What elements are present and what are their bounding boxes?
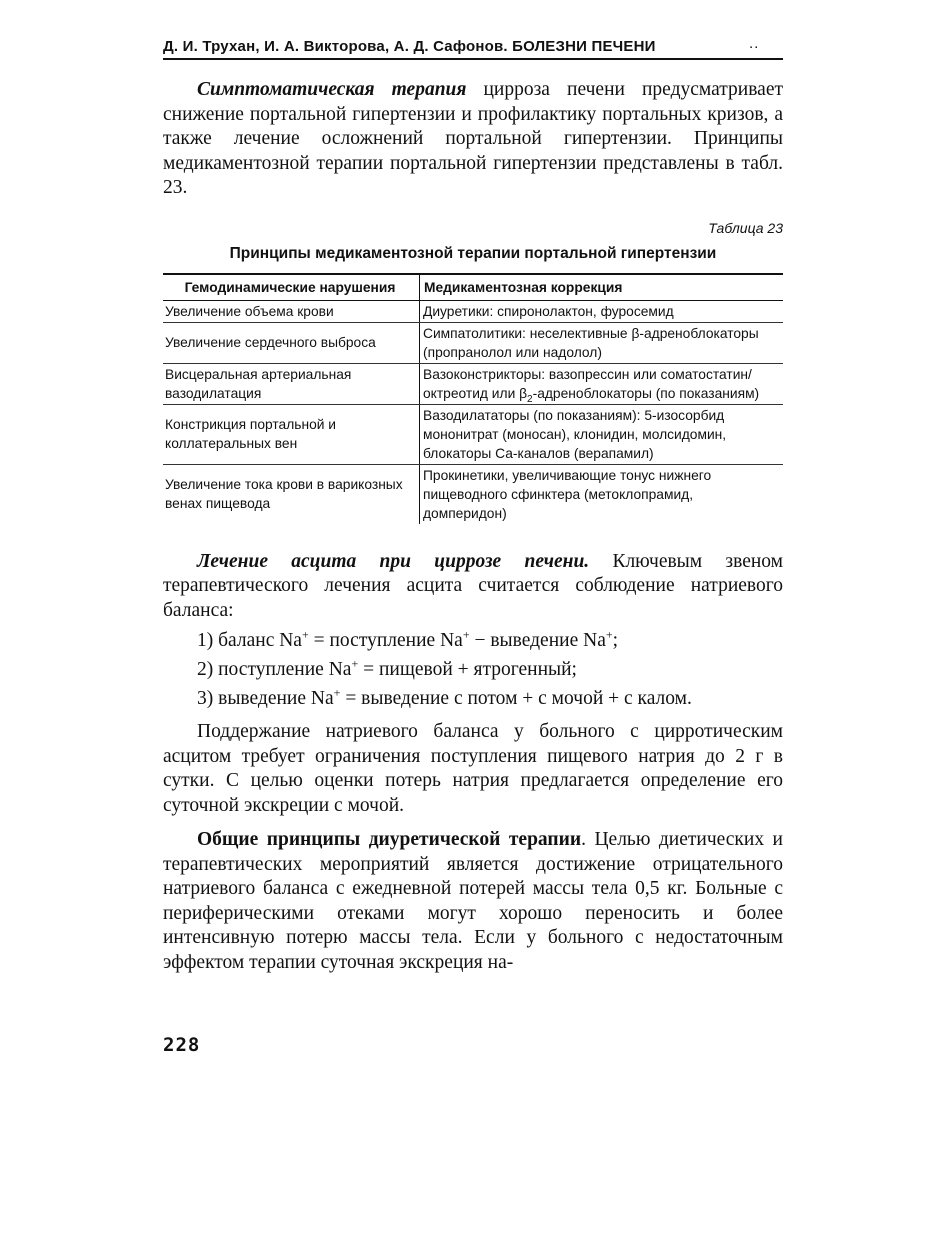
table-row — [163, 322, 783, 363]
section-heading-ascites: Лечение асцита при циррозе печени. — [197, 550, 590, 572]
sodium-balance-equation-1: 1) баланс Na+ = поступление Na+ − выведение Na+; — [197, 627, 619, 651]
paragraph-text: . Целью диетических и терапевтических мероприятий является достижение отрицательного натриевого баланса с ежедневной потерей массы тела 0,5 кг. Больные с периферическими отеками могут хорошо переносить и более интенсивную потерю массы тела. Если у больного с недостаточным эффектом терапии суточная экскреция на- — [163, 829, 783, 973]
cell-disorder: Констрикция портальной и коллатеральных вен — [163, 404, 420, 464]
cell-disorder: Увеличение сердечного выброса — [163, 322, 420, 363]
header-marker: ·· — [748, 38, 759, 55]
table-number: Таблица 23 — [708, 219, 783, 236]
table-title: Принципы медикаментозной терапии портальной гипертензии — [229, 244, 717, 262]
cell-disorder: Увеличение тока крови в варикозных венах пищевода — [165, 477, 403, 511]
cell-correction: Вазодилататоры (по показаниям): 5-изосорбид мононитрат (моносан), клонидин, молсидомин, блокаторы Са-каналов (верапамил) — [420, 404, 784, 464]
sodium-balance-equation-3: 3) выведение Na+ = выведение с потом + с мочой + с калом. — [197, 685, 692, 709]
paragraph-text: Ключевым звеном терапевтического лечения асцита считается соблюдение натриевого баланса: — [163, 550, 783, 621]
column-header-disorders: Гемодинамические нарушения — [163, 274, 420, 301]
running-header — [163, 36, 783, 60]
table-row — [163, 363, 783, 404]
portal-hypertension-table — [163, 273, 783, 524]
paragraph-diuretic-therapy — [163, 828, 783, 975]
table-header-row — [163, 274, 783, 301]
cell-correction-text: -адреноблокаторы (по показаниям) — [532, 385, 760, 401]
cell-correction: Диуретики: спиронолактон, фуросемид — [420, 300, 784, 322]
paragraph-symptomatic-therapy — [163, 78, 783, 201]
cell-disorder: Висцеральная артериальная вазодилатация — [163, 363, 420, 404]
table-row — [163, 300, 783, 322]
cell-correction: Симпатолитики: неселективные β-адреноблокаторы (пропранолол или надолол) — [420, 322, 784, 363]
table-row — [163, 464, 783, 524]
beta-subscript: 2 — [527, 393, 533, 405]
table-row — [163, 404, 783, 464]
paragraph-ascites — [163, 550, 783, 624]
paragraph-lead: Симптоматическая терапия — [197, 79, 467, 100]
cell-correction: Прокинетики, увеличивающие тонус нижнего пищеводного сфинктера (метоклопрамид, домперидон) — [420, 464, 784, 524]
page — [163, 36, 783, 975]
paragraph-sodium-restriction: Поддержание натриевого баланса у больного с цирротическим асцитом требует ограничения поступления пищевого натрия до 2 г в сутки. С целью оценки потерь натрия предлагается определение его суточной экскреции с мочой. — [163, 721, 783, 816]
sodium-balance-equation-2: 2) поступление Na+ = пищевой + ятрогенный; — [197, 656, 577, 680]
paragraph-text: цирроза печени предусматривает снижение портальной гипертензии и профилактику портальных кризов, а также лечение осложнений портальной гипертензии. Принципы медикаментозной терапии портальной гипертензии представлены в табл. 23. — [163, 79, 783, 198]
cell-disorder: Увеличение объема крови — [163, 300, 420, 322]
column-header-correction: Медикаментозная коррекция — [420, 274, 784, 301]
running-title: Д. И. Трухан, И. А. Викторова, А. Д. Сафонов. БОЛЕЗНИ ПЕЧЕНИ — [163, 38, 656, 55]
page-number: 228 — [163, 1034, 201, 1056]
section-heading-diuretic: Общие принципы диуретической терапии — [197, 829, 582, 850]
cell-correction — [420, 363, 784, 404]
cell-correction-text: Вазоконстрикторы: вазопрессин или соматостатин/октреотид или β — [423, 366, 752, 401]
